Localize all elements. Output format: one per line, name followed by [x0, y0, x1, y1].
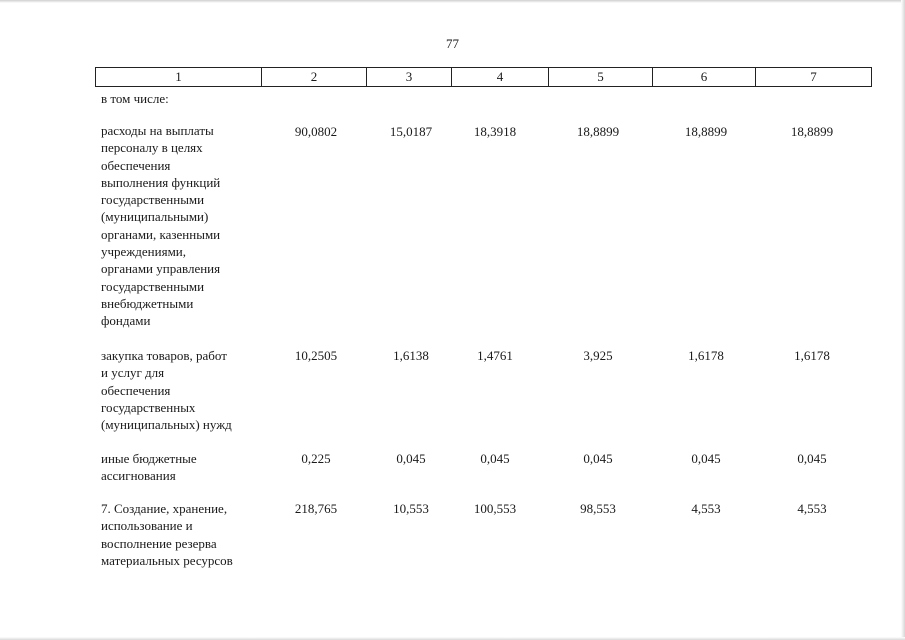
row-value-col4: 100,553 [473, 501, 517, 516]
row-label: расходы на выплаты персоналу в целях обеспечения выполнения функций государственными (муниципальными) органами, казенными учреждениями, органами управления государственными внебюджетными фондами [101, 123, 221, 329]
row-label: иные бюджетные ассигнования [101, 451, 197, 484]
page-number: 77 [446, 36, 459, 51]
row-value-col3: 10,553 [393, 501, 429, 516]
row-value-col7: 1,6178 [794, 348, 830, 363]
row-value-col5: 18,8899 [576, 124, 620, 139]
row-value-col4: 0,045 [480, 451, 510, 466]
row-value-col2: 90,0802 [294, 124, 338, 139]
row-value-col6: 0,045 [691, 451, 721, 466]
row-value-col2: 10,2505 [294, 348, 338, 363]
table-subheader: в том числе: [101, 91, 169, 106]
table-header-row [96, 68, 872, 87]
row-value-col3: 1,6138 [393, 348, 429, 363]
scan-edge-right [901, 0, 905, 640]
scan-edge-top [0, 0, 905, 3]
column-header-2: 2 [262, 68, 367, 87]
row-value-col6: 18,8899 [684, 124, 728, 139]
row-value-col4: 18,3918 [473, 124, 517, 139]
row-value-col2: 0,225 [301, 451, 331, 466]
row-value-col7: 18,8899 [790, 124, 834, 139]
row-value-col5: 3,925 [583, 348, 613, 363]
row-label: 7. Создание, хранение, использование и восполнение резерва материальных ресурсов [101, 501, 233, 568]
row-value-col3: 15,0187 [389, 124, 433, 139]
column-header-4: 4 [452, 68, 549, 87]
column-header-3: 3 [367, 68, 452, 87]
row-value-col7: 4,553 [797, 501, 827, 516]
row-value-col4: 1,4761 [477, 348, 513, 363]
row-value-col2: 218,765 [294, 501, 338, 516]
row-value-col5: 98,553 [580, 501, 616, 516]
row-value-col6: 1,6178 [688, 348, 724, 363]
column-header-5: 5 [549, 68, 653, 87]
row-value-col6: 4,553 [691, 501, 721, 516]
row-value-col5: 0,045 [583, 451, 613, 466]
column-header-1: 1 [96, 68, 262, 87]
row-label: закупка товаров, работ и услуг для обеспечения государственных (муниципальных) нужд [101, 348, 232, 433]
row-value-col3: 0,045 [396, 451, 426, 466]
table-header [95, 67, 872, 87]
column-header-6: 6 [653, 68, 756, 87]
column-header-7: 7 [756, 68, 872, 87]
row-value-col7: 0,045 [797, 451, 827, 466]
